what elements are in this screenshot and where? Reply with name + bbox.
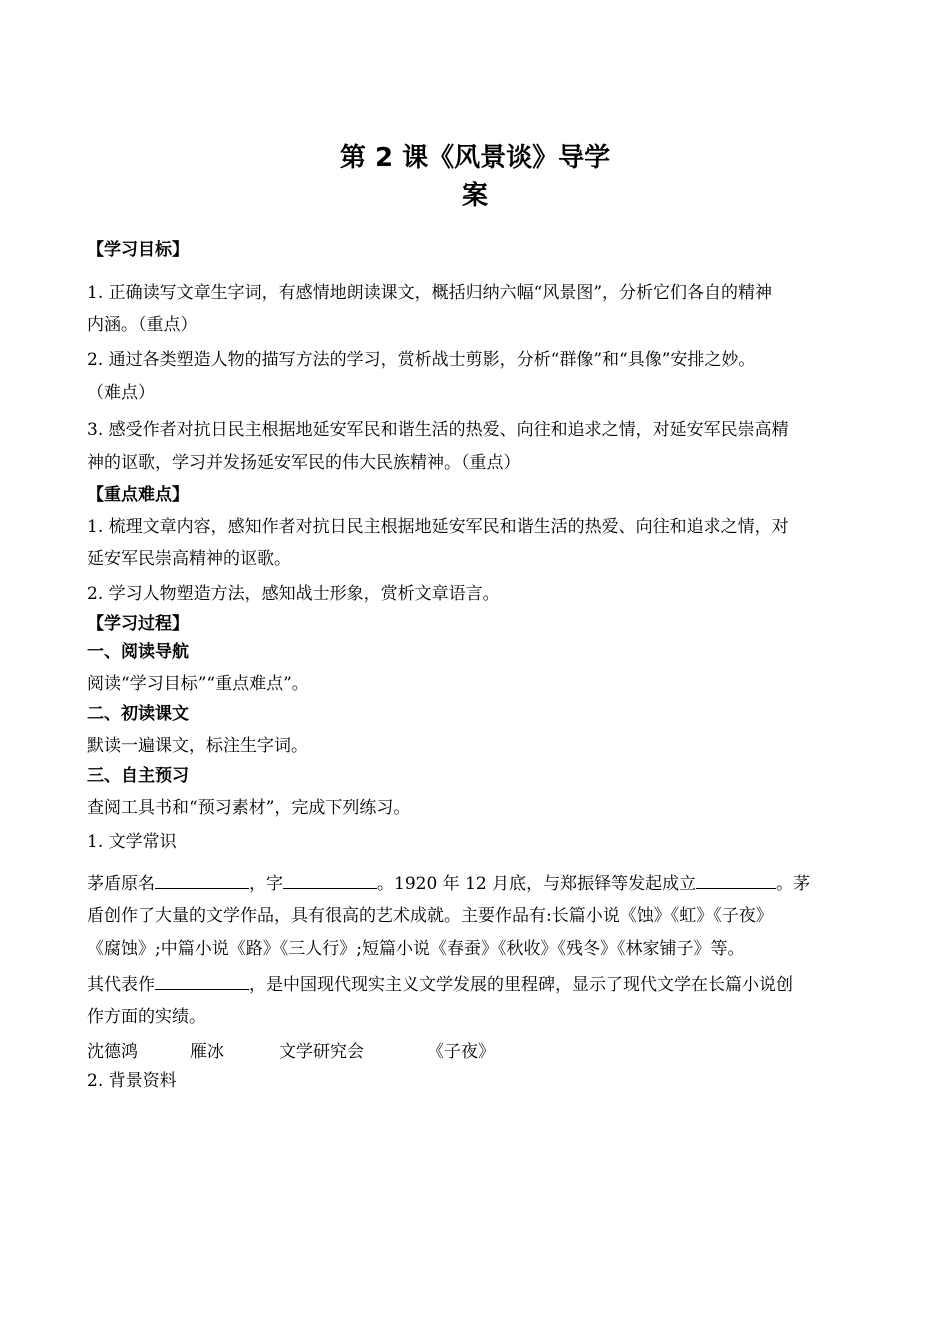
paragraph-line5: 作方面的实绩。 (87, 1007, 206, 1027)
paragraph-line1-part-c: 。1920 年 12 月底，与郑振铎等发起成立 (377, 874, 697, 894)
paragraph-line4 (87, 971, 793, 997)
section-3-title: 三、自主预习 (87, 766, 189, 786)
blank-original-name[interactable] (155, 870, 249, 889)
objective-3-line2: 神的讴歌，学习并发扬延安军民的伟大民族精神。（重点） (87, 453, 521, 473)
objective-1-line1: 1. 正确读写文章生字词，有感情地朗读课文，概括归纳六幅“风景图”，分析它们各自的精神 (87, 283, 773, 303)
section-2-text: 默读一遍课文，标注生字词。 (87, 736, 308, 756)
question-1-title: 1. 文学常识 (87, 832, 177, 852)
section-1-title: 一、阅读导航 (87, 642, 189, 662)
objective-3-line1: 3. 感受作者对抗日民主根据地延安军民和谐生活的热爱、向往和追求之情，对延安军民崇高精 (87, 420, 789, 440)
section-1-text: 阅读“学习目标”“重点难点”。 (87, 674, 309, 694)
document-title-line1: 第 2 课《风景谈》导学 (339, 143, 611, 173)
answer-2: 雁冰 (190, 1042, 224, 1062)
section-3-text: 查阅工具书和“预习素材”，完成下列练习。 (87, 798, 411, 818)
keypoint-1-line1: 1. 梳理文章内容，感知作者对抗日民主根据地延安军民和谐生活的热爱、向往和追求之情，对 (87, 517, 789, 537)
document-title-line2: 案 (461, 181, 488, 211)
blank-society-name[interactable] (696, 870, 776, 889)
keypoint-2: 2. 学习人物塑造方法，感知战士形象，赏析文章语言。 (87, 584, 500, 604)
answer-1: 沈德鸿 (87, 1042, 138, 1062)
keypoint-1-line2: 延安军民崇高精神的讴歌。 (87, 549, 291, 569)
paragraph-line3: 《腐蚀》;中篇小说《路》《三人行》;短篇小说《春蚕》《秋收》《残冬》《林家铺子》等。 (87, 939, 745, 959)
objective-2-line1: 2. 通过各类塑造人物的描写方法的学习，赏析战士剪影，分析“群像”和“具像”安排之妙。 (87, 350, 756, 370)
section-2-title: 二、初读课文 (87, 704, 189, 724)
blank-masterpiece[interactable] (155, 971, 249, 990)
paragraph-line1-part-a: 茅盾原名 (87, 874, 155, 894)
answer-4: 《子夜》 (427, 1042, 495, 1062)
answer-3: 文学研究会 (279, 1042, 364, 1062)
paragraph-line1-part-d: 。茅 (776, 874, 811, 894)
paragraph-line1 (87, 870, 810, 896)
paragraph-line1-part-b: ，字 (249, 874, 283, 894)
paragraph-line4-part-a: 其代表作 (87, 975, 155, 995)
paragraph-line4-part-b: ，是中国现代现实主义文学发展的里程碑，显示了现代文学在长篇小说创 (249, 975, 793, 995)
question-2-title: 2. 背景资料 (87, 1071, 177, 1091)
blank-courtesy-name[interactable] (283, 870, 377, 889)
keypoints-heading: 【重点难点】 (87, 485, 189, 505)
objective-1-line2: 内涵。（重点） (87, 315, 198, 335)
process-heading: 【学习过程】 (87, 614, 189, 634)
paragraph-line2: 盾创作了大量的文学作品，具有很高的艺术成就。主要作品有:长篇小说《蚀》《虹》《子夜》 (87, 906, 773, 926)
objectives-heading: 【学习目标】 (87, 240, 189, 260)
objective-2-line2: （难点） (87, 383, 155, 403)
